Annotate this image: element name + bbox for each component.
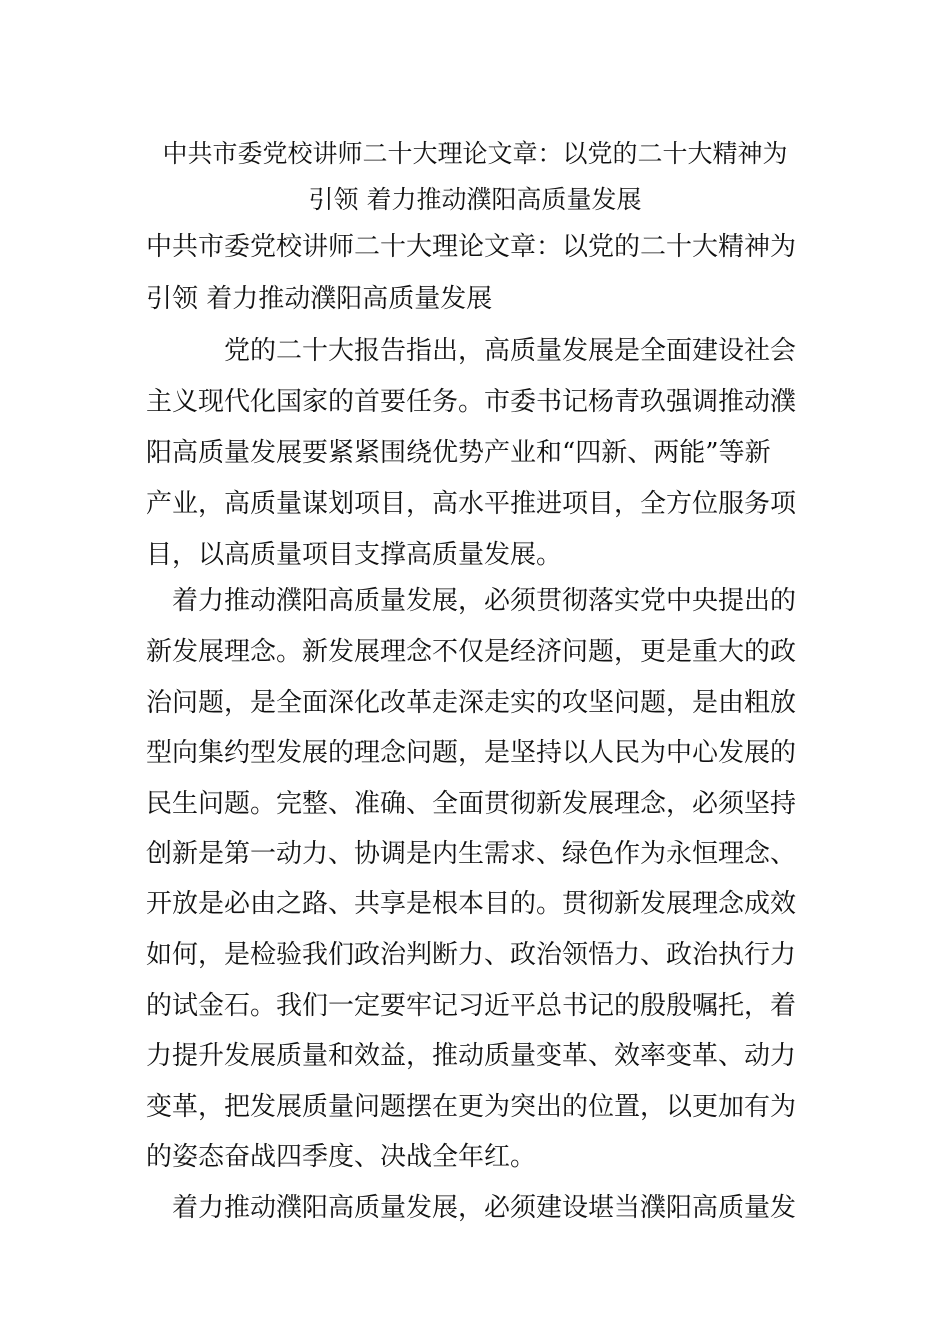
body-line: 创新是第一动力、协调是内生需求、绿色作为永恒理念、	[146, 839, 797, 869]
body-line: 新发展理念。新发展理念不仅是经济问题，更是重大的政	[146, 637, 797, 667]
body-line: 如何，是检验我们政治判断力、政治领悟力、政治执行力	[146, 940, 797, 970]
body-line: 党的二十大报告指出，高质量发展是全面建设社会	[146, 336, 797, 366]
body-line: 阳高质量发展要紧紧围绕优势产业和“四新、两能”等新	[146, 438, 771, 468]
body-line: 着力推动濮阳高质量发展，必须贯彻落实党中央提出的	[146, 586, 797, 616]
body-line: 治问题，是全面深化改革走深走实的攻坚问题，是由粗放	[146, 688, 797, 718]
body-line: 力提升发展质量和效益，推动质量变革、效率变革、动力	[146, 1041, 797, 1071]
body-line: 着力推动濮阳高质量发展，必须建设堪当濮阳高质量发	[146, 1193, 797, 1223]
body-line: 变革，把发展质量问题摆在更为突出的位置，以更加有为	[146, 1092, 797, 1122]
body-line: 型向集约型发展的理念问题，是坚持以人民为中心发展的	[146, 738, 797, 768]
document-title-line-2: 引领 着力推动濮阳高质量发展	[308, 185, 642, 214]
body-line: 开放是必由之路、共享是根本目的。贯彻新发展理念成效	[146, 889, 797, 919]
document-title-line-1: 中共市委党校讲师二十大理论文章：以党的二十大精神为	[162, 139, 788, 168]
body-line: 中共市委党校讲师二十大理论文章：以党的二十大精神为	[146, 232, 797, 262]
body-line: 目，以高质量项目支撑高质量发展。	[146, 540, 563, 570]
body-line: 的姿态奋战四季度、决战全年红。	[146, 1142, 537, 1172]
body-line: 引领 着力推动濮阳高质量发展	[146, 284, 493, 314]
body-line: 主义现代化国家的首要任务。市委书记杨青玖强调推动濮	[146, 387, 797, 417]
body-line: 产业，高质量谋划项目，高水平推进项目，全方位服务项	[146, 489, 797, 519]
body-line: 的试金石。我们一定要牢记习近平总书记的殷殷嘱托，着	[146, 991, 797, 1021]
body-line: 民生问题。完整、准确、全面贯彻新发展理念，必须坚持	[146, 789, 797, 819]
